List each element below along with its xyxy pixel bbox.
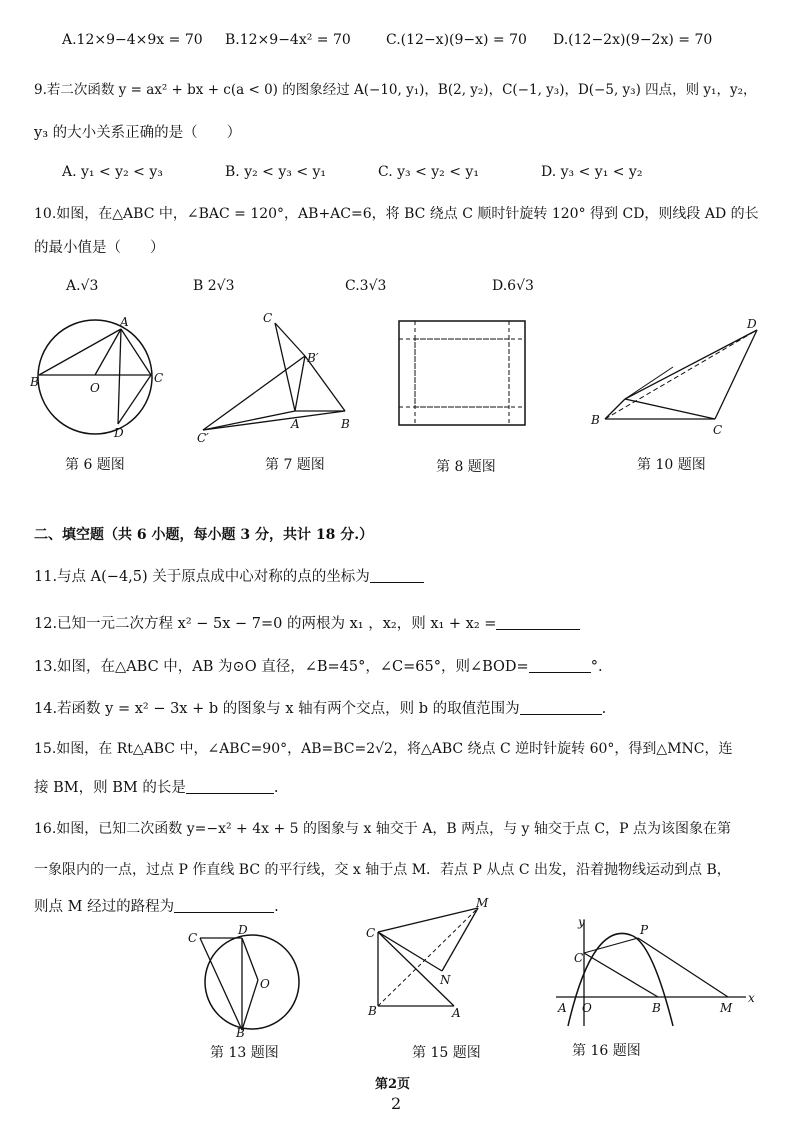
q9-option-a: A. y₁ < y₂ < y₃ bbox=[62, 164, 163, 180]
caption-q16: 第 16 题图 bbox=[572, 1043, 641, 1059]
q16-answer-blank[interactable] bbox=[174, 898, 274, 913]
q16-line2: 一象限内的一点，过点 P 作直线 BC 的平行线，交 x 轴于点 M．若点 P 从点 C 出发，沿着抛物线运动到点 B， bbox=[34, 862, 731, 878]
figure-q15 bbox=[358, 895, 498, 1030]
q13-suffix: °. bbox=[590, 659, 603, 675]
svg-text:C: C bbox=[263, 311, 273, 325]
svg-text:A: A bbox=[120, 315, 129, 329]
q8-option-c: C.(12−x)(9−x) = 70 bbox=[386, 32, 527, 48]
svg-text:P: P bbox=[640, 923, 649, 937]
q12-answer-blank[interactable] bbox=[496, 615, 580, 630]
q10-option-a: A.√3 bbox=[66, 278, 99, 294]
q9-line1: 9.若二次函数 y = ax² + bx + c(a < 0) 的图象经过 A(−10, y₁)，B(2, y₂)，C(−1, y₃)，D(−5, y₃) 四点，则 y₁，y₂， bbox=[34, 82, 757, 98]
q14 bbox=[34, 697, 606, 718]
q9-option-c: C. y₃ < y₂ < y₁ bbox=[378, 164, 479, 180]
q9-option-b: B. y₂ < y₃ < y₁ bbox=[225, 164, 327, 180]
caption-q7: 第 7 题图 bbox=[265, 457, 325, 473]
figure-q8 bbox=[393, 315, 533, 435]
q14-text: 14.若函数 y = x² − 3x + b 的图象与 x 轴有两个交点，则 b 的取值范围为 bbox=[34, 701, 520, 717]
q11-text: 11.与点 A(−4,5) 关于原点成中心对称的点的坐标为 bbox=[34, 569, 370, 585]
figure-q16 bbox=[548, 908, 758, 1033]
svg-text:B: B bbox=[30, 375, 39, 389]
svg-text:C: C bbox=[366, 926, 376, 940]
q16-line3 bbox=[34, 895, 279, 916]
svg-text:x: x bbox=[748, 991, 755, 1005]
figure-q10 bbox=[585, 312, 770, 442]
figure-q13 bbox=[180, 920, 310, 1040]
svg-text:O: O bbox=[582, 1001, 592, 1015]
q15-text: 接 BM，则 BM 的长是 bbox=[34, 780, 186, 796]
q12 bbox=[34, 612, 580, 633]
q9-option-d: D. y₃ < y₁ < y₂ bbox=[541, 164, 643, 180]
q16-line1: 16.如图，已知二次函数 y=−x² + 4x + 5 的图象与 x 轴交于 A，B 两点，与 y 轴交于点 C，P 点为该图象在第 bbox=[34, 821, 731, 837]
q10-option-c: C.3√3 bbox=[345, 278, 387, 294]
svg-text:M: M bbox=[476, 896, 489, 910]
svg-text:C: C bbox=[188, 931, 198, 945]
q11-answer-blank[interactable] bbox=[370, 568, 424, 583]
caption-q10: 第 10 题图 bbox=[637, 457, 706, 473]
svg-text:O: O bbox=[260, 977, 270, 991]
q10-line2: 的最小值是（ ） bbox=[34, 240, 165, 256]
q15-line2 bbox=[34, 776, 278, 797]
svg-text:B: B bbox=[341, 417, 350, 431]
q14-answer-blank[interactable] bbox=[520, 700, 602, 715]
svg-text:B: B bbox=[591, 413, 600, 427]
svg-text:A: A bbox=[558, 1001, 567, 1015]
q8-option-a: A.12×9−4×9x = 70 bbox=[62, 32, 203, 48]
figure-q6 bbox=[30, 312, 175, 442]
svg-text:M: M bbox=[720, 1001, 733, 1015]
q15-line1: 15.如图，在 Rt△ABC 中，∠ABC=90°，AB=BC=2√2，将△ABC 绕点 C 逆时针旋转 60°，得到△MNC，连 bbox=[34, 741, 733, 757]
section-title: 二、填空题（共 6 小题，每小题 3 分，共计 18 分.） bbox=[34, 527, 374, 543]
svg-text:A: A bbox=[291, 417, 300, 431]
q10-option-d: D.6√3 bbox=[492, 278, 534, 294]
svg-text:A: A bbox=[452, 1006, 461, 1020]
page-label: 第2页 bbox=[375, 1077, 411, 1092]
q12-text: 12.已知一元二次方程 x² − 5x − 7=0 的两根为 x₁ ，x₂，则 x₁ + x₂ = bbox=[34, 616, 497, 632]
q8-option-d: D.(12−2x)(9−2x) = 70 bbox=[553, 32, 713, 48]
svg-text:D: D bbox=[747, 317, 757, 331]
caption-q13: 第 13 题图 bbox=[210, 1045, 279, 1061]
q15-suffix: . bbox=[273, 780, 279, 796]
q9-line2: y₃ 的大小关系正确的是（ ） bbox=[34, 125, 242, 141]
q15-answer-blank[interactable] bbox=[186, 779, 274, 794]
svg-text:C: C bbox=[713, 423, 723, 437]
svg-text:C′: C′ bbox=[197, 431, 209, 445]
svg-text:B: B bbox=[236, 1026, 245, 1040]
q8-option-b: B.12×9−4x² = 70 bbox=[225, 32, 351, 48]
figure-q7 bbox=[195, 308, 365, 448]
svg-text:N: N bbox=[440, 973, 451, 987]
caption-q6: 第 6 题图 bbox=[65, 457, 125, 473]
page-number: 2 bbox=[391, 1094, 402, 1113]
q13-text: 13.如图，在△ABC 中，AB 为⊙O 直径，∠B=45°，∠C=65°，则∠BOD= bbox=[34, 659, 529, 675]
svg-text:O: O bbox=[90, 381, 100, 395]
svg-text:C: C bbox=[154, 371, 164, 385]
q11 bbox=[34, 565, 424, 586]
svg-text:D: D bbox=[238, 923, 248, 937]
svg-text:C: C bbox=[574, 951, 584, 965]
q16-suffix: . bbox=[274, 899, 279, 915]
caption-q8: 第 8 题图 bbox=[436, 459, 496, 475]
svg-text:B: B bbox=[652, 1001, 661, 1015]
q10-line1: 10.如图，在△ABC 中，∠BAC = 120°，AB+AC=6，将 BC 绕点 C 顺时针旋转 120° 得到 CD，则线段 AD 的长 bbox=[34, 206, 759, 222]
svg-text:B: B bbox=[368, 1004, 377, 1018]
svg-text:B′: B′ bbox=[307, 351, 319, 365]
q10-option-b: B 2√3 bbox=[193, 278, 235, 294]
svg-text:D: D bbox=[114, 426, 124, 440]
q16-text: 则点 M 经过的路程为 bbox=[34, 899, 175, 915]
q14-suffix: . bbox=[601, 701, 607, 717]
q13-answer-blank[interactable] bbox=[529, 658, 591, 673]
svg-text:y: y bbox=[578, 915, 585, 929]
caption-q15: 第 15 题图 bbox=[412, 1045, 481, 1061]
q13 bbox=[34, 655, 603, 676]
